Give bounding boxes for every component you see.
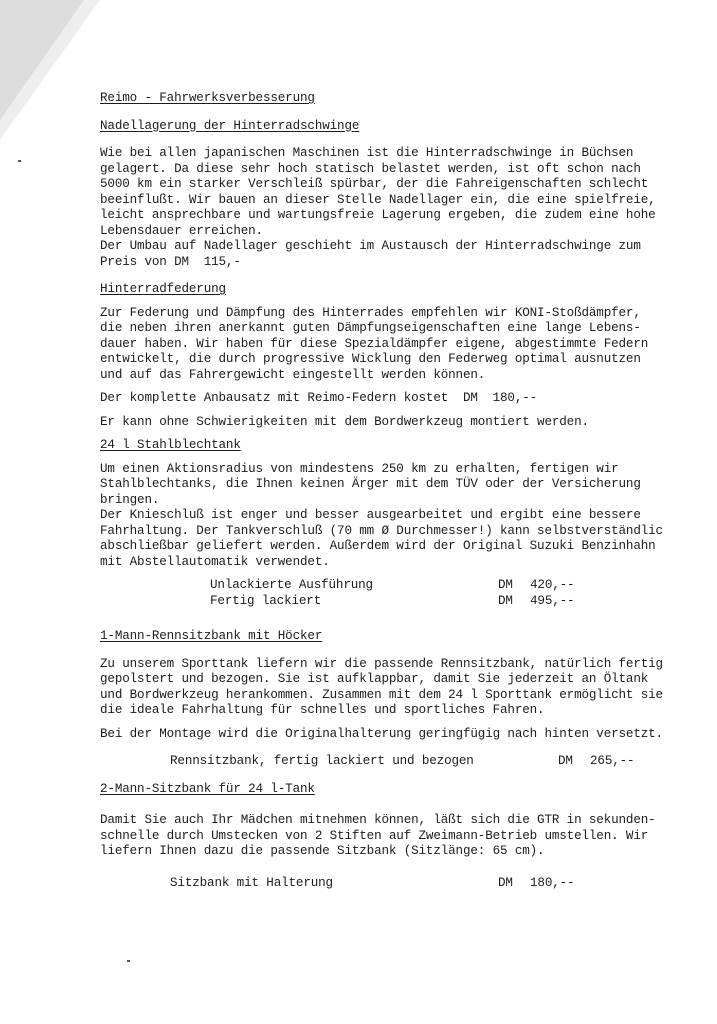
scan-speck [18,160,21,162]
text-line: bringen. [100,492,160,507]
price-row [100,754,712,770]
text-line: Lebensdauer erreichen. [100,223,263,238]
section-hinterradfederung [100,282,712,430]
text-line: liefern Ihnen dazu die passende Sitzbank (Sitzlänge: 65 cm). [100,844,545,858]
text-line: die ideale Fahrhaltung für schnelles und sportliches Fahren. [100,703,545,717]
paragraph [100,657,712,719]
text-line: Fahrhaltung. Der Tankverschluß (70 mm Ø Durchmesser!) kann selbstverständlic [100,523,663,538]
price-currency: DM [498,593,513,608]
text-line: abschließbar geliefert werden. Außerdem wird der Original Suzuki Benzinhahn [100,539,656,553]
price-row [100,578,712,594]
text-line: schnelle durch Umstecken von 2 Stiften auf Zweimann-Betrieb umstellen. Wir [100,828,649,843]
price-row [100,594,712,610]
price-label: Fertig lackiert [210,593,322,608]
price-currency: DM [558,754,573,768]
text-line: Der Umbau auf Nadellager geschieht im Austausch der Hinterradschwinge zum [100,239,641,253]
section-heading: 24 l Stahlblechtank [100,438,241,452]
price-amount: 420,-- [530,578,575,592]
section-heading: 2-Mann-Sitzbank für 24 l-Tank [100,781,315,796]
paragraph [100,813,712,860]
text-line: gelagert. Da diese sehr hoch statisch belastet werden, ist oft schon nach [100,161,641,176]
text-line: Wie bei allen japanischen Maschinen ist die Hinterradschwinge in Büchsen [100,146,634,160]
section-stahlblechtank [100,438,712,609]
price-currency: DM [498,875,513,890]
paragraph [100,306,712,384]
text-line: leicht ansprechbare und wartungsfreie Lagerung ergeben, die zudem eine hohe [100,208,656,222]
price-amount: 265,-- [590,754,635,768]
text-line: Der Knieschluß ist enger und besser ausgearbeitet und ergibt eine bessere [100,508,641,522]
paragraph [100,462,712,571]
text-line: Um einen Aktionsradius von mindestens 250 km zu erhalten, fertigen wir [100,461,619,476]
page-fold [0,0,100,140]
text-line: Der komplette Anbausatz mit Reimo-Federn kostet DM 180,-- [100,391,538,405]
price-label: Unlackierte Ausführung [210,578,373,592]
section-heading: Hinterradfederung [100,282,226,296]
text-line: Er kann ohne Schwierigkeiten mit dem Bordwerkzeug montiert werden. [100,414,589,429]
text-line: Preis von DM 115,- [100,254,241,269]
price-label: Sitzbank mit Halterung [170,875,333,890]
price-amount: 495,-- [530,593,575,608]
scan-speck [127,960,130,962]
text-line: mit Abstellautomatik verwendet. [100,554,330,569]
text-line: entwickelt, die durch progressive Wicklung den Federweg optimal ausnutzen [100,352,641,366]
text-line: gepolstert und bezogen. Sie ist aufklappbar, damit Sie jederzeit an Öltank [100,672,649,686]
price-currency: DM [498,578,513,592]
section-rennsitzbank [100,629,712,770]
text-line: beeinflußt. Wir bauen an dieser Stelle Nadellager ein, die eine spielfreie, [100,192,656,207]
text-line: Zur Federung und Dämpfung des Hinterrades empfehlen wir KONI-Stoßdämpfer, [100,305,641,320]
text-line: und Bordwerkzeug herankommen. Zusammen mit dem 24 l Sporttank ermöglicht sie [100,687,663,702]
text-line: Damit Sie auch Ihr Mädchen mitnehmen können, läßt sich die GTR in sekunden- [100,813,656,827]
section-heading: 1-Mann-Rennsitzbank mit Höcker [100,629,323,643]
section-zweimann-sitzbank [100,782,712,892]
text-line: die neben ihren anerkannt guten Dämpfungseigenschaften eine lange Lebens- [100,321,641,335]
price-label: Rennsitzbank, fertig lackiert und bezogen [170,754,474,768]
text-line: Stahlblechtanks, die Ihnen keinen Ärger mit dem TÜV oder der Versicherung [100,477,641,491]
text-line: Zu unserem Sporttank liefern wir die passende Rennsitzbank, natürlich fertig [100,656,663,671]
text-line: 5000 km ein starker Verschleiß spürbar, der die Fahreigenschaften schlecht [100,177,649,191]
document-page [100,91,712,891]
paragraph [100,146,712,270]
text-line: dauer haben. Wir haben für diese Spezialdämpfer eigene, abgestimmte Federn [100,336,649,351]
text-line: Bei der Montage wird die Originalhalterung geringfügig nach hinten versetzt. [100,726,663,741]
price-amount: 180,-- [530,875,575,890]
document-title: Reimo - Fahrwerksverbesserung [100,91,315,105]
section-nadellagerung [100,119,712,271]
price-row [100,876,712,892]
text-line: und auf das Fahrergewicht eingestellt werden können. [100,367,486,382]
section-heading: Nadellagerung der Hinterradschwinge [100,118,360,133]
